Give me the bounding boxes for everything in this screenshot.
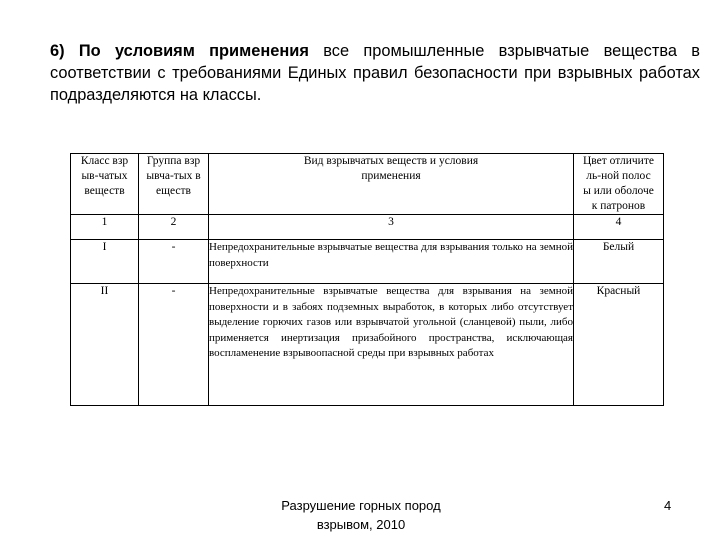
row-group: - [139, 240, 209, 284]
row-description: Непредохранительные взрывчатые вещества для взрывания на земной поверхности и в забоях подземных выработок, в которых либо отсутствует выделение горючих газов или взрывчатой угольной (сланцевой) пыли, либо применяется инертизация призабойного пространства, исключающая воспламенение взрывоопасной среды при взрывных работах [209, 284, 574, 406]
row-class: I [71, 240, 139, 284]
header-color [574, 154, 664, 215]
row-description: Непредохранительные взрывчатые вещества для взрывания только на земной поверхности [209, 240, 574, 284]
footer-line-1: Разрушение горных пород [281, 498, 441, 513]
header-class [71, 154, 139, 215]
table-number-row [71, 215, 664, 240]
heading-rest: все промышленные взрывчатые вещества в соответствии с требованиями Единых правил безопасности при взрывных работах подразделяются на классы. [50, 42, 700, 104]
page-number: 4 [664, 498, 672, 513]
heading-bold-part: 6) По условиям применения [50, 42, 309, 60]
header-kind-text: Вид взрывчатых веществ и условия применения [303, 155, 479, 182]
footer-line-2: взрывом, 2010 [316, 517, 406, 532]
col-number-3: 3 [209, 215, 574, 240]
slide-heading [50, 40, 700, 106]
header-group [139, 154, 209, 215]
header-kind [209, 154, 574, 215]
table-row [71, 240, 664, 284]
row-group: - [139, 284, 209, 406]
row-class: II [71, 284, 139, 406]
slide-footer [240, 496, 482, 534]
col-number-4: 4 [574, 215, 664, 240]
col-number-1: 1 [71, 215, 139, 240]
row-color: Красный [574, 284, 664, 406]
table-header-row [71, 154, 664, 215]
explosives-class-table [70, 153, 664, 406]
header-class-text: Класс взрыв-чатых веществ [80, 155, 129, 197]
header-group-text: Группа взрывча-тых веществ [146, 155, 201, 197]
header-color-text: Цвет отличитель-ной полосы или оболочек патронов [583, 155, 654, 212]
col-number-2: 2 [139, 215, 209, 240]
table-row [71, 284, 664, 406]
row-color: Белый [574, 240, 664, 284]
